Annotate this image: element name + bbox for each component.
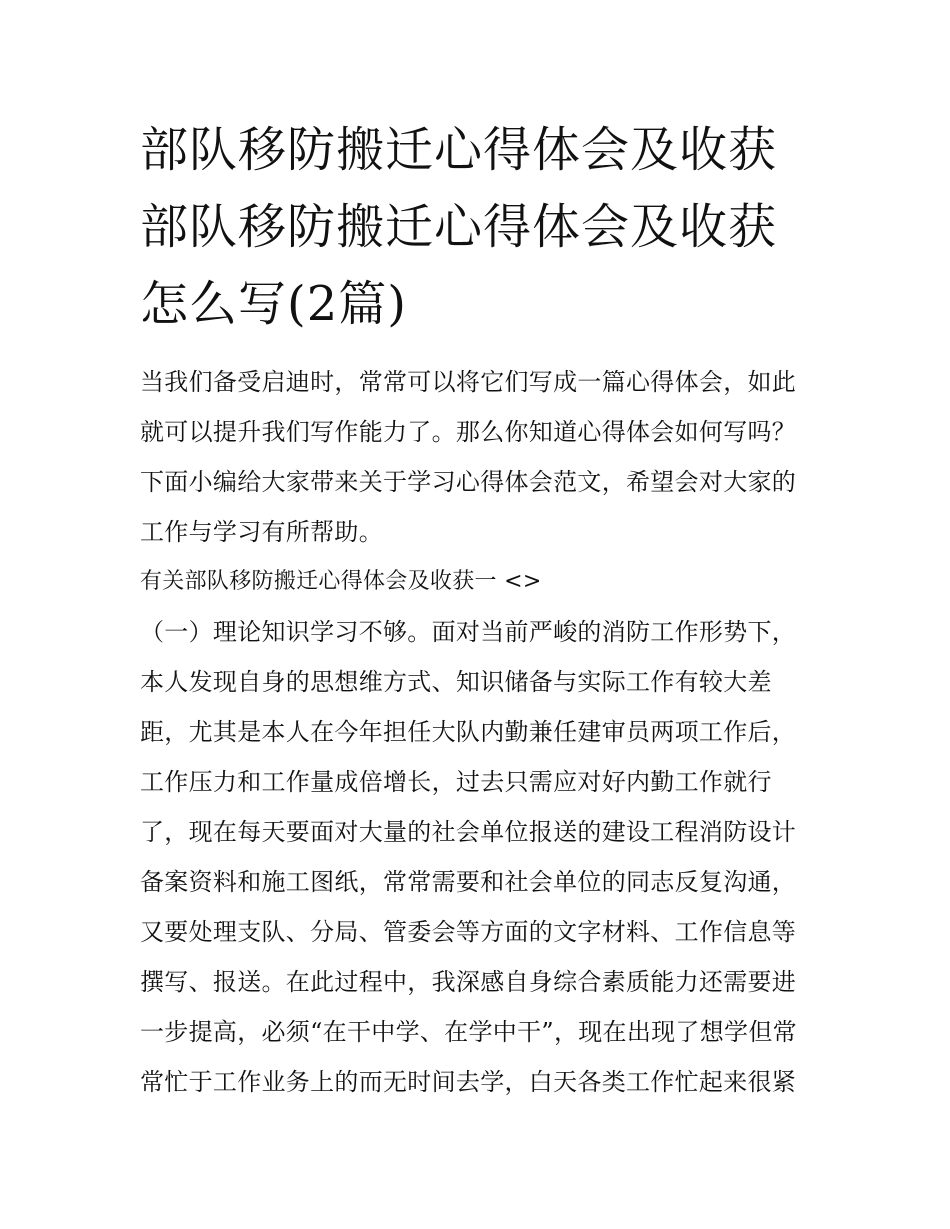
text-line: 本人发现自身的思想维方式、知识储备与实际工作有较大差	[140, 668, 772, 696]
title-line: 部队移防搬迁心得体会及收获	[140, 199, 778, 255]
document-body	[140, 357, 820, 1107]
text-line: 下面小编给大家带来关于学习心得体会范文，希望会对大家的	[140, 468, 797, 496]
text-line: 工作压力和工作量成倍增长，过去只需应对好内勤工作就行	[140, 768, 772, 796]
text-line: 备案资料和施工图纸，常常需要和社会单位的同志反复沟通，	[140, 868, 797, 896]
text-line: 就可以提升我们写作能力了。那么你知道心得体会如何写吗？	[140, 418, 797, 446]
text-line: 距，尤其是本人在今年担任大队内勤兼任建审员两项工作后，	[140, 718, 797, 746]
title-line: 部队移防搬迁心得体会及收获	[140, 122, 778, 178]
text-line: 了，现在每天要面对大量的社会单位报送的建设工程消防设计	[140, 818, 797, 846]
text-line: 撰写、报送。在此过程中，我深感自身综合素质能力还需要进	[140, 968, 797, 996]
section-paragraph	[140, 607, 820, 1107]
text-line: 又要处理支队、分局、管委会等方面的文字材料、工作信息等	[140, 918, 797, 946]
text-line: 工作与学习有所帮助。	[140, 518, 383, 546]
text-line: 常忙于工作业务上的而无时间去学，白天各类工作忙起来很紧	[140, 1068, 797, 1096]
document-title	[140, 112, 820, 343]
section-heading: 有关部队移防搬迁心得体会及收获一 <>	[140, 569, 542, 594]
title-line: 怎么写(2篇)	[140, 276, 407, 332]
text-line: （一）理论知识学习不够。面对当前严峻的消防工作形势下，	[140, 618, 797, 646]
document-page	[140, 112, 820, 1107]
intro-paragraph	[140, 357, 820, 557]
text-line: 当我们备受启迪时，常常可以将它们写成一篇心得体会，如此	[140, 368, 797, 396]
text-line: 一步提高，必须“在干中学、在学中干”，现在出现了想学但常	[140, 1018, 797, 1046]
